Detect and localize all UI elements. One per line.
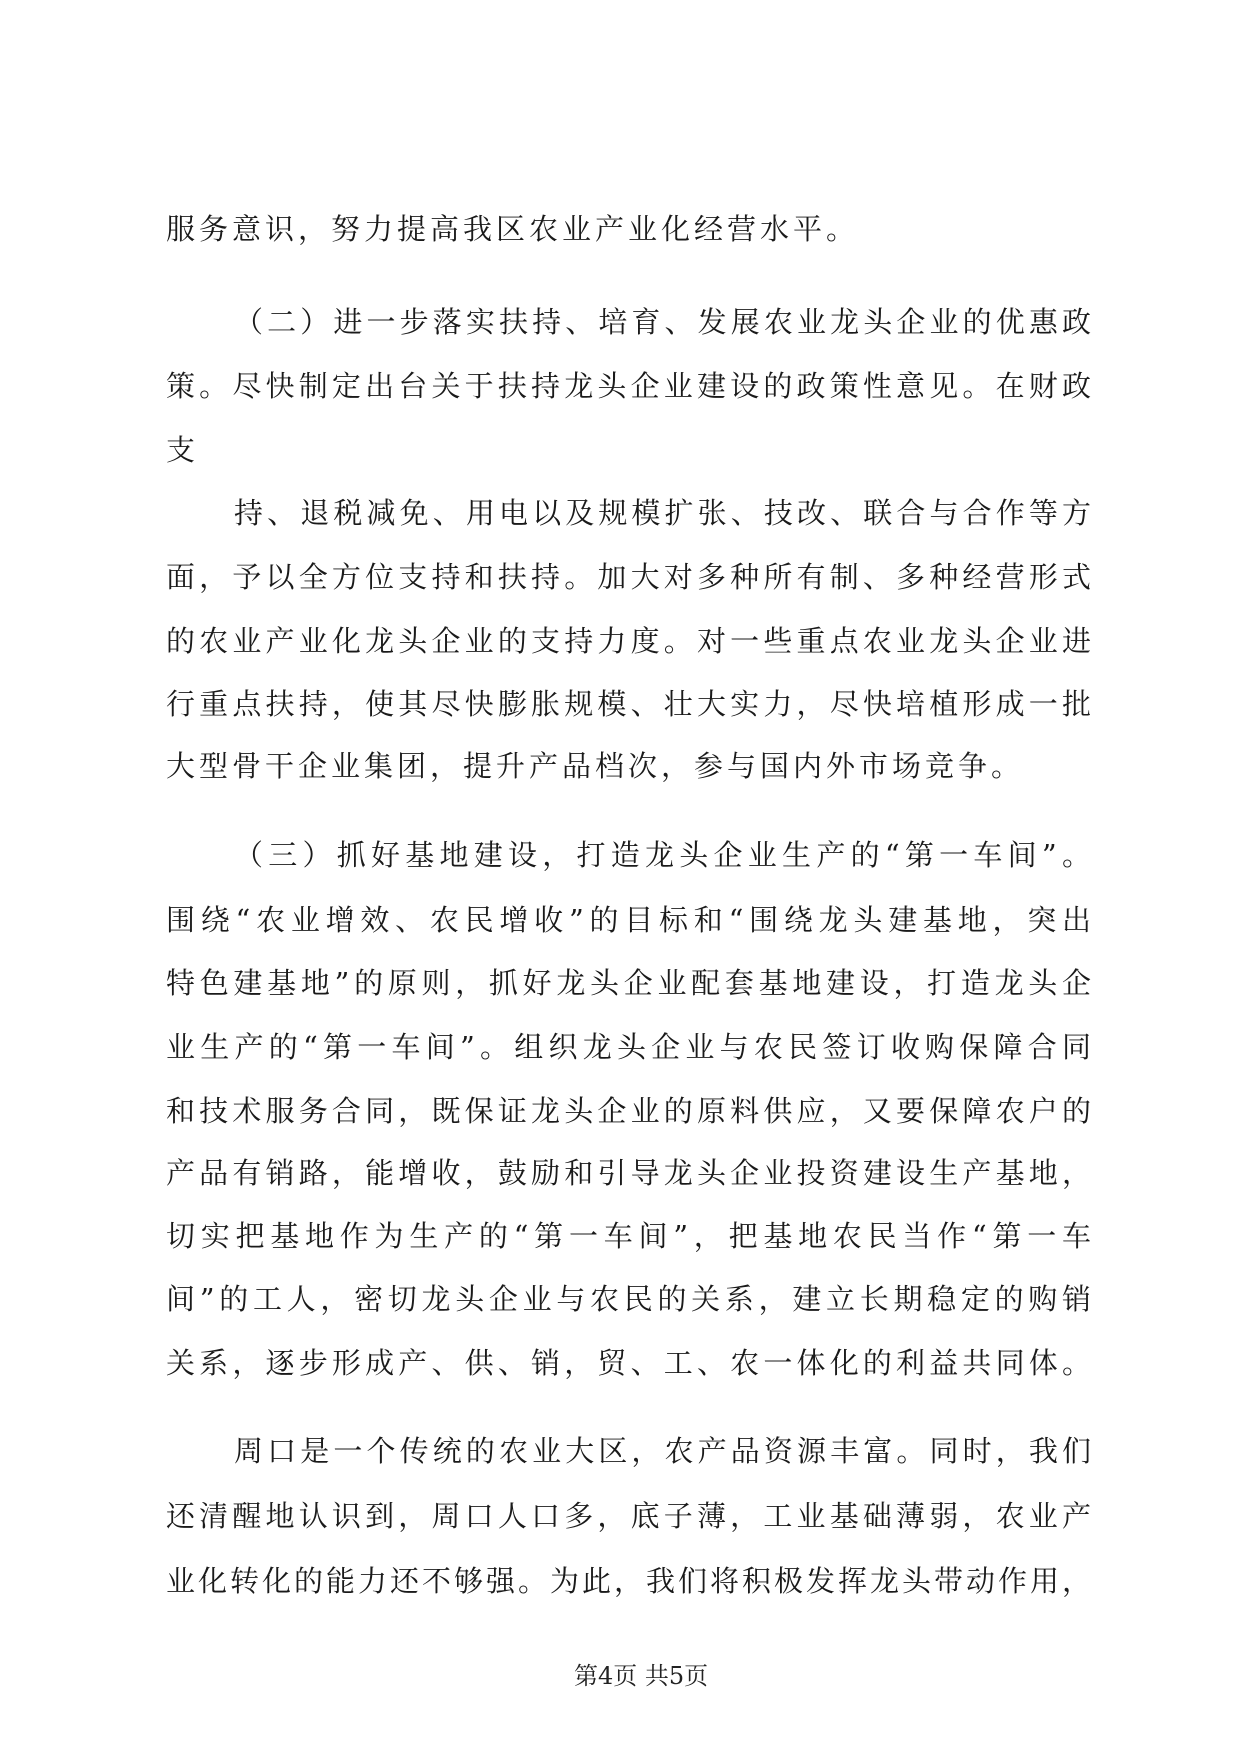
- text-line: （三）抓好基地建设，打造龙头企业生产的“第一车间”。: [234, 838, 1091, 872]
- text-line: 特色建基地”的原则，抓好龙头企业配套基地建设，打造龙头企: [166, 966, 1091, 1000]
- text-line: 还清醒地认识到，周口人口多，底子薄，工业基础薄弱，农业产: [166, 1499, 1091, 1533]
- text-line: 支: [166, 433, 200, 467]
- text-line: 服务意识，努力提高我区农业产业化经营水平。: [166, 212, 860, 246]
- text-line: 切实把基地作为生产的“第一车间”，把基地农民当作“第一车: [166, 1219, 1091, 1253]
- text-line: 周口是一个传统的农业大区，农产品资源丰富。同时，我们: [234, 1434, 1091, 1468]
- text-line: 产品有销路，能增收，鼓励和引导龙头企业投资建设生产基地，: [166, 1156, 1091, 1190]
- text-line: 的农业产业化龙头企业的支持力度。对一些重点农业龙头企业进: [166, 624, 1091, 658]
- text-line: 业生产的“第一车间”。组织龙头企业与农民签订收购保障合同: [166, 1030, 1091, 1064]
- text-line: 关系，逐步形成产、供、销，贸、工、农一体化的利益共同体。: [166, 1346, 1091, 1380]
- text-line: （二）进一步落实扶持、培育、发展农业龙头企业的优惠政: [234, 305, 1091, 339]
- text-line: 和技术服务合同，既保证龙头企业的原料供应，又要保障农户的: [166, 1094, 1091, 1128]
- text-line: 策。尽快制定出台关于扶持龙头企业建设的政策性意见。在财政: [166, 369, 1091, 403]
- page-number-footer: 第4页 共5页: [574, 1662, 709, 1690]
- text-line: 间”的工人，密切龙头企业与农民的关系，建立长期稳定的购销: [166, 1282, 1091, 1316]
- text-line: 大型骨干企业集团，提升产品档次，参与国内外市场竞争。: [166, 749, 1025, 783]
- text-line: 围绕“农业增效、农民增收”的目标和“围绕龙头建基地，突出: [166, 903, 1091, 937]
- text-line: 面，予以全方位支持和扶持。加大对多种所有制、多种经营形式: [166, 560, 1091, 594]
- text-line: 行重点扶持，使其尽快膨胀规模、壮大实力，尽快培植形成一批: [166, 687, 1091, 721]
- text-line: 业化转化的能力还不够强。为此，我们将积极发挥龙头带动作用，: [166, 1564, 1091, 1598]
- text-line: 持、退税减免、用电以及规模扩张、技改、联合与合作等方: [234, 496, 1091, 530]
